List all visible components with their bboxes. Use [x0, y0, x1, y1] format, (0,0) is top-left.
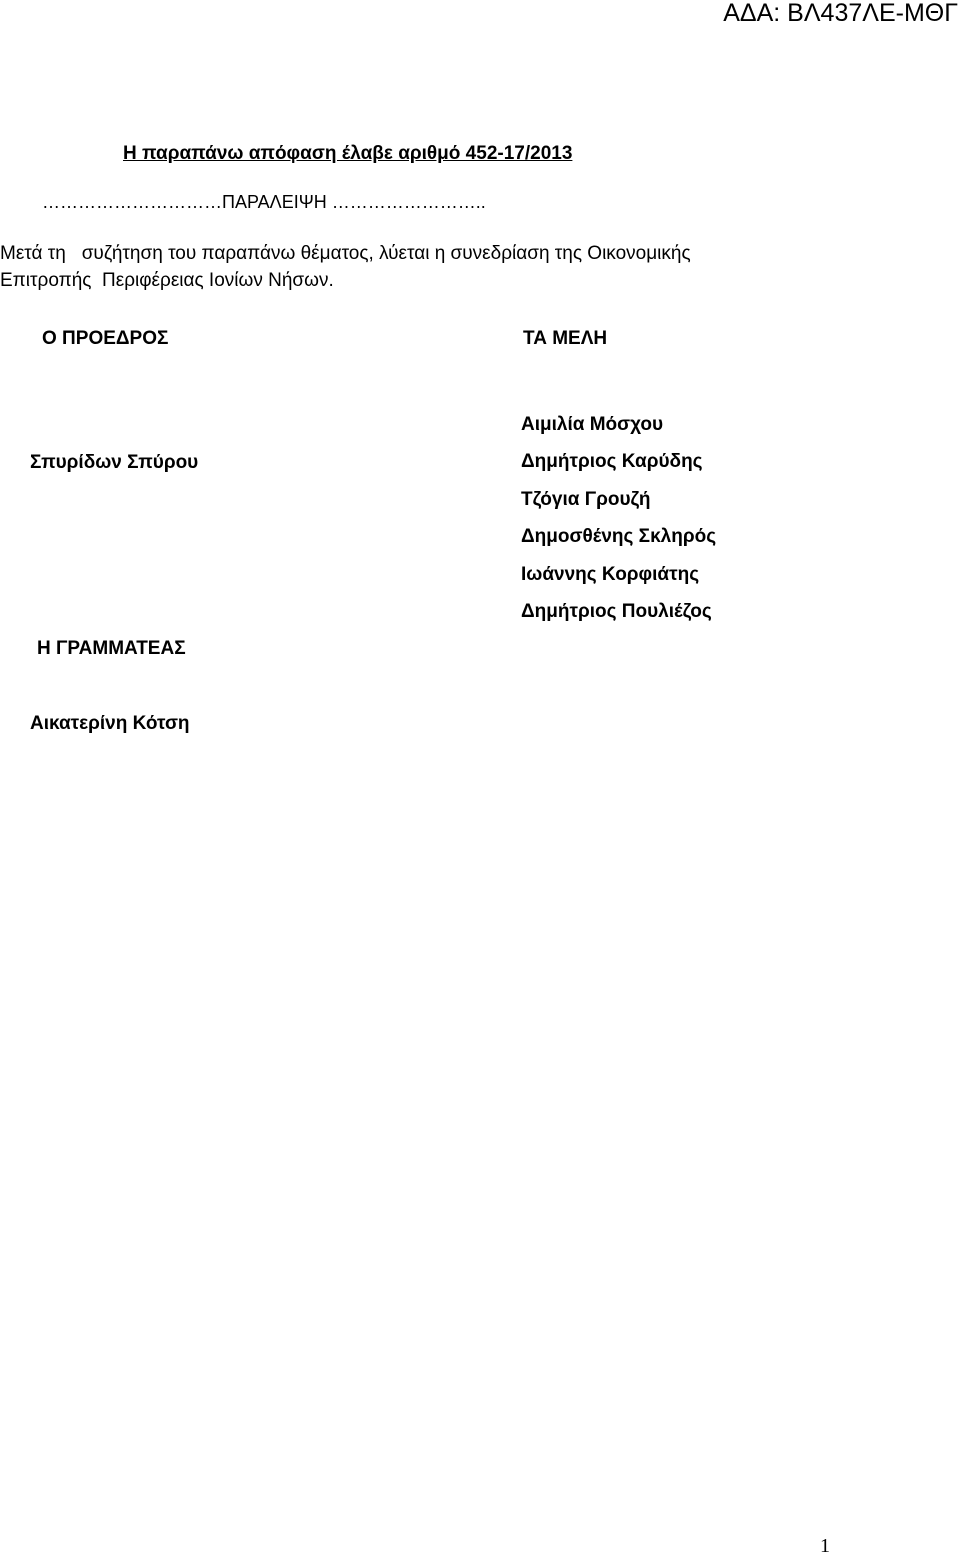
secretary-name: Αικατερίνη Κότση	[30, 713, 190, 734]
member-name: Αιμιλία Μόσχου	[521, 414, 664, 435]
closing-paragraph	[0, 240, 870, 294]
member-name: Δημήτριος Πουλιέζος	[521, 600, 712, 622]
members-list	[521, 414, 716, 638]
secretary-title: Η ΓΡΑΜΜΑΤΕΑΣ	[37, 638, 186, 659]
president-name: Σπυρίδων Σπύρου	[30, 452, 199, 473]
closing-paragraph-line-1: Μετά τη συζήτηση του παραπάνω θέματος, λύεται η συνεδρίαση της Οικονομικής	[0, 243, 691, 264]
ada-code: ΑΔΑ: ΒΛ437ΛΕ-ΜΘΓ	[723, 0, 958, 27]
members-title: ΤΑ ΜΕΛΗ	[523, 328, 608, 349]
member-name: Δημοσθένης Σκληρός	[521, 526, 717, 548]
member-name: Ιωάννης Κορφιάτης	[521, 563, 700, 585]
closing-paragraph-line-2: Επιτροπής Περιφέρειας Ιονίων Νήσων.	[0, 270, 334, 291]
president-title: Ο ΠΡΟΕΔΡΟΣ	[42, 328, 169, 349]
omission-line: …………………………ΠΑΡΑΛΕΙΨΗ ……………………..	[42, 192, 486, 212]
decision-number-line: Η παραπάνω απόφαση έλαβε αριθμό 452-17/2013	[123, 143, 573, 164]
page-number: 1	[820, 1535, 830, 1557]
member-name: Δημήτριος Καρύδης	[521, 451, 703, 473]
member-name: Τζόγια Γρουζή	[521, 488, 651, 510]
